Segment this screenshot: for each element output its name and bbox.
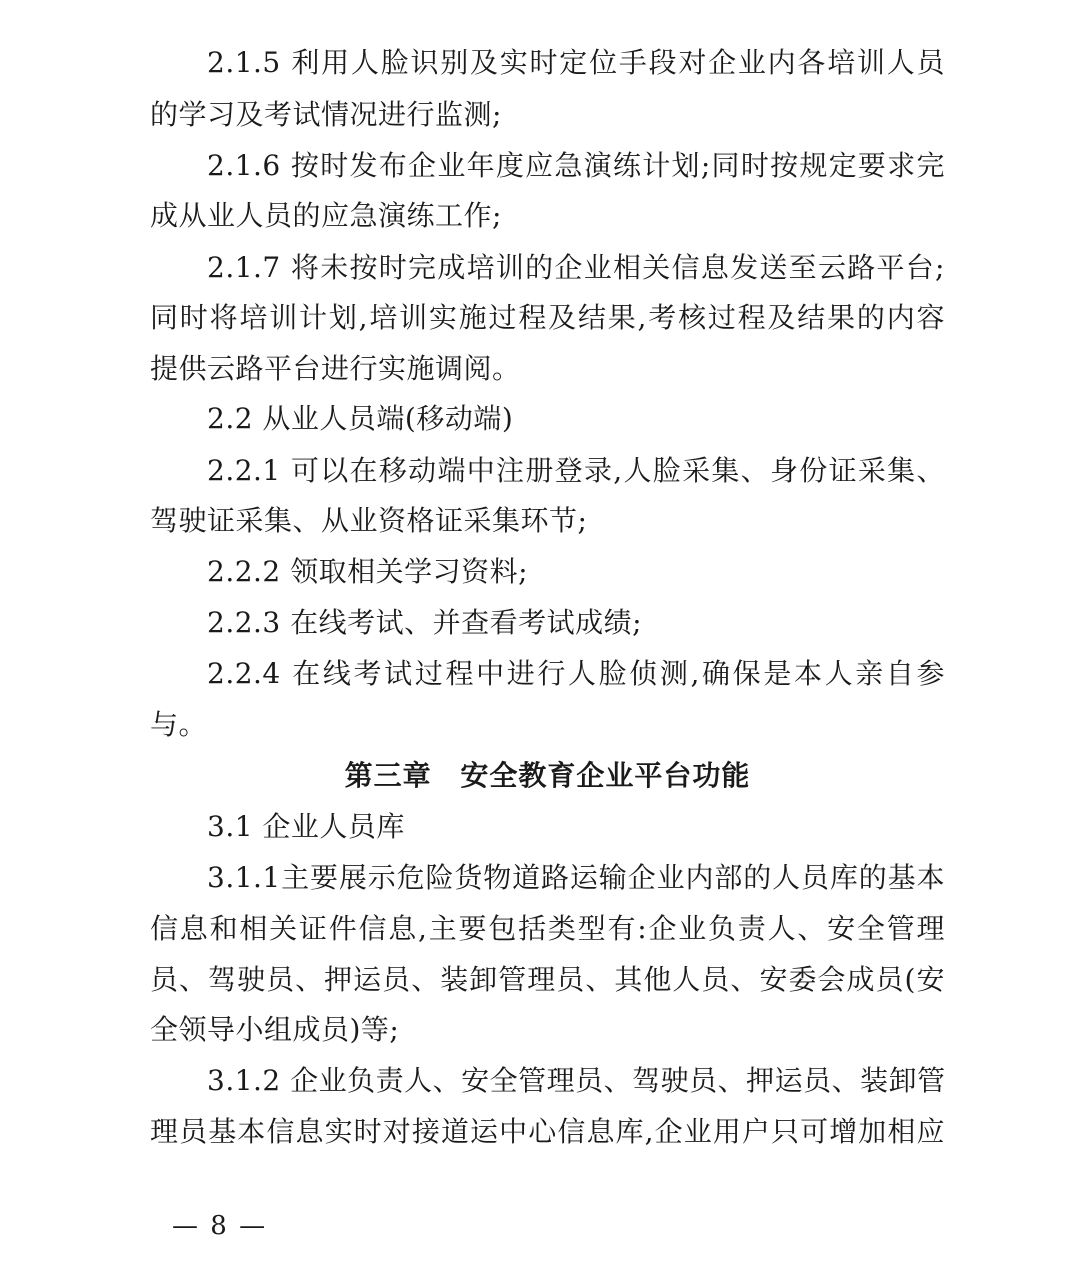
section-heading: 2.2 从业人员端(移动端) [207,402,514,435]
text-line: 3.1.1主要展示危险货物道路运输企业内部的人员库的基本 [207,861,945,894]
text-line: 同时将培训计划,培训实施过程及结果,考核过程及结果的内容 [150,301,945,334]
text-line: 2.2.1 可以在移动端中注册登录,人脸采集、身份证采集、 [207,454,945,487]
text-line: 与。 [150,708,208,741]
text-line: 的学习及考试情况进行监测; [150,98,502,131]
text-line: 信息和相关证件信息,主要包括类型有:企业负责人、安全管理 [150,912,945,945]
text-line: 2.1.7 将未按时完成培训的企业相关信息发送至云路平台; [207,251,945,284]
text-line: 全领导小组成员)等; [150,1013,400,1046]
text-line: 2.2.2 领取相关学习资料; [207,555,529,588]
text-line: 理员基本信息实时对接道运中心信息库,企业用户只可增加相应 [150,1115,945,1148]
text-line: 驾驶证采集、从业资格证采集环节; [150,504,588,537]
text-line: 3.1.2 企业负责人、安全管理员、驾驶员、押运员、装卸管 [207,1064,946,1097]
text-line: 2.1.6 按时发布企业年度应急演练计划;同时按规定要求完 [207,149,945,182]
text-line: 2.2.4 在线考试过程中进行人脸侦测,确保是本人亲自参 [207,657,945,690]
text-line: 提供云路平台进行实施调阅。 [150,352,521,385]
text-line: 员、驾驶员、押运员、装卸管理员、其他人员、安委会成员(安 [150,963,945,996]
text-line: 2.2.3 在线考试、并查看考试成绩; [207,606,643,639]
text-line: 成从业人员的应急演练工作; [150,199,502,232]
text-line: 2.1.5 利用人脸识别及实时定位手段对企业内各培训人员 [207,46,945,79]
page-number: — 8 — [172,1211,268,1241]
chapter-title: 第三章 安全教育企业平台功能 [344,759,751,792]
section-heading: 3.1 企业人员库 [207,810,405,843]
